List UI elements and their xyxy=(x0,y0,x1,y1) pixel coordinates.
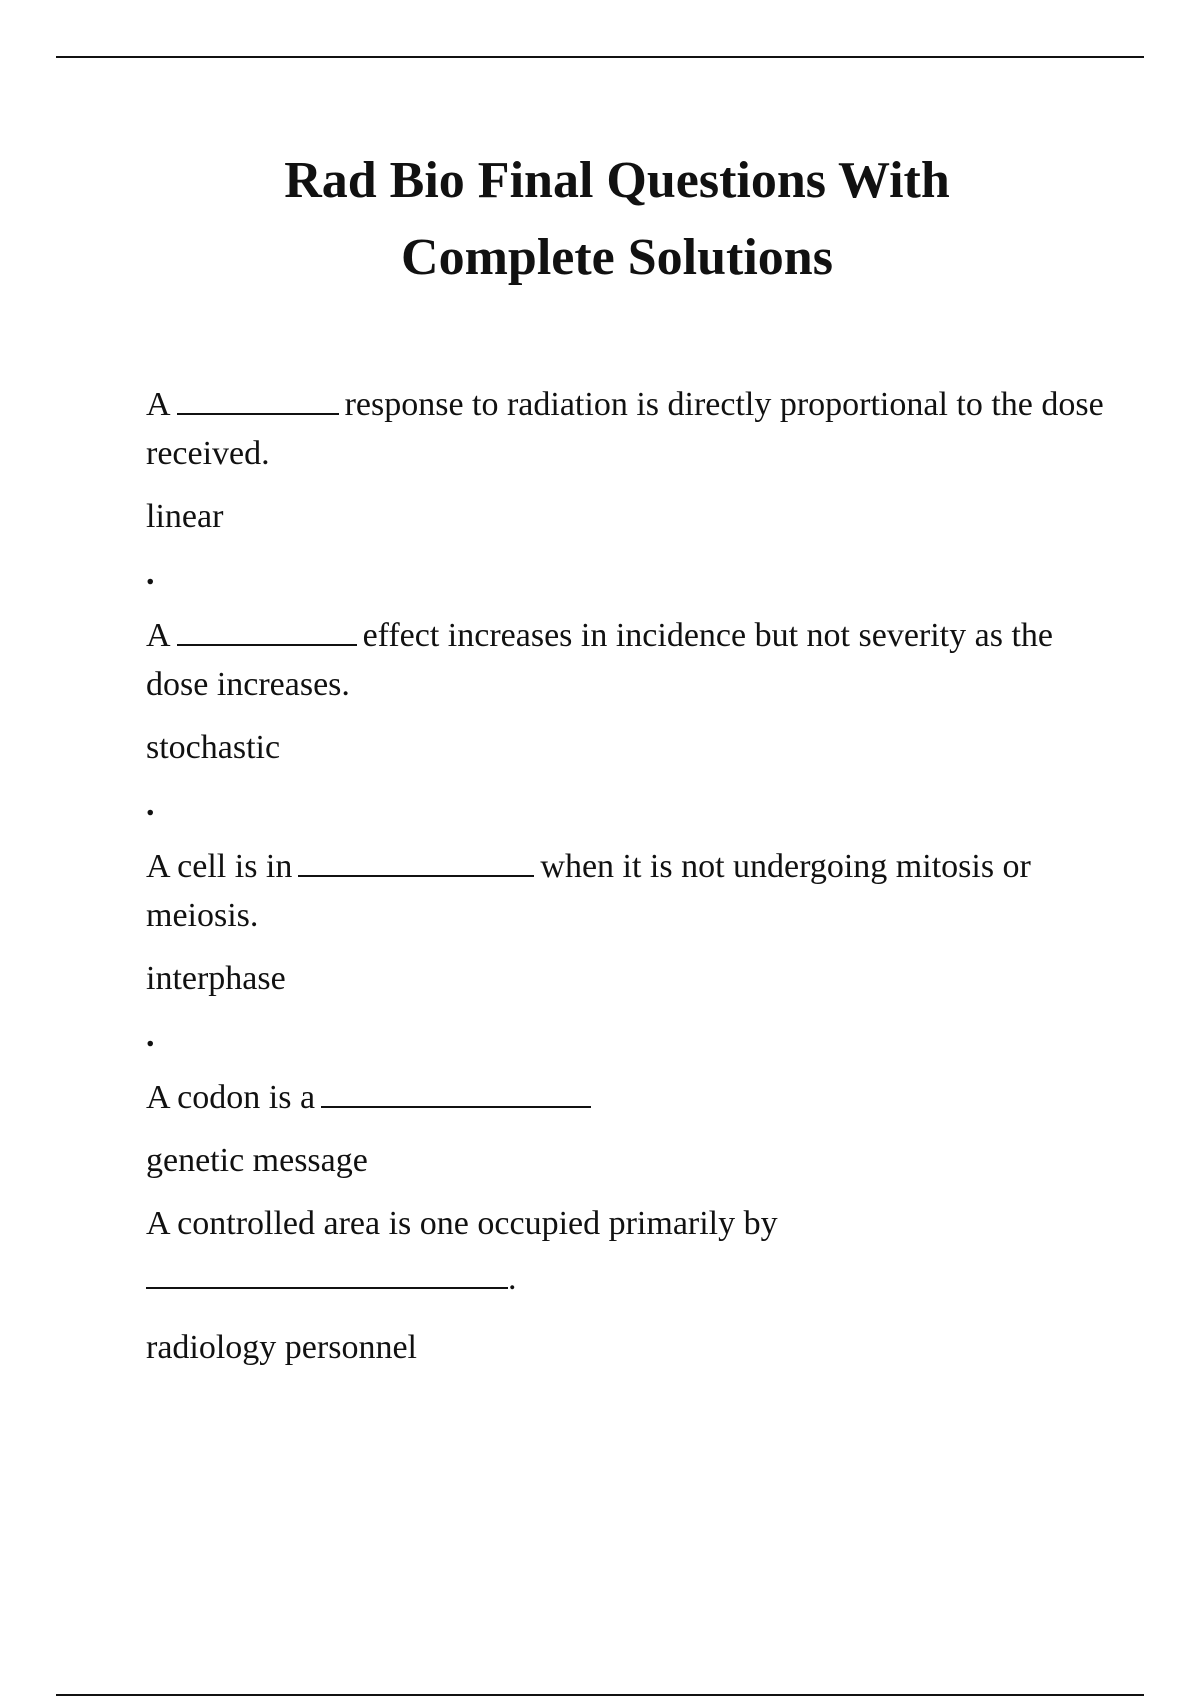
question-2-before: A xyxy=(146,617,171,654)
answer-blank xyxy=(321,1076,591,1108)
question-3-after: when it is not undergoing mitosis or meiosis. xyxy=(146,848,1031,934)
question-list xyxy=(146,380,1106,1372)
question-1-before: A xyxy=(146,386,171,423)
page-title xyxy=(0,142,1200,296)
answer-2: stochastic xyxy=(146,729,281,766)
question-2-after: effect increases in incidence but not severity as the dose increases. xyxy=(146,617,1053,703)
title-line-2: Complete Solutions xyxy=(401,229,833,286)
question-2 xyxy=(146,611,1106,709)
answer-1: linear xyxy=(146,498,224,535)
question-1-after: response to radiation is directly proportional to the dose received. xyxy=(146,386,1104,472)
answer-3: interphase xyxy=(146,960,286,997)
bottom-rule xyxy=(56,1694,1144,1696)
top-rule xyxy=(56,56,1144,58)
separator-dot: . xyxy=(146,1017,155,1054)
question-5-before: A controlled area is one occupied primarily by xyxy=(146,1205,778,1242)
question-4-before: A codon is a xyxy=(146,1079,316,1116)
title-line-1: Rad Bio Final Questions With xyxy=(284,152,950,209)
question-5 xyxy=(146,1199,1106,1248)
answer-blank xyxy=(177,383,339,415)
separator-dot: . xyxy=(146,555,155,592)
question-3-before: A cell is in xyxy=(146,848,293,885)
answer-5: radiology personnel xyxy=(146,1329,417,1366)
answer-4: genetic message xyxy=(146,1142,368,1179)
question-1 xyxy=(146,380,1106,478)
question-3 xyxy=(146,842,1106,940)
separator-dot: . xyxy=(146,786,155,823)
question-5-after: . xyxy=(508,1260,517,1297)
question-5-blank-line xyxy=(146,1254,1106,1303)
answer-blank xyxy=(146,1257,508,1289)
answer-blank xyxy=(177,614,357,646)
answer-blank xyxy=(298,845,534,877)
question-4 xyxy=(146,1073,1106,1122)
